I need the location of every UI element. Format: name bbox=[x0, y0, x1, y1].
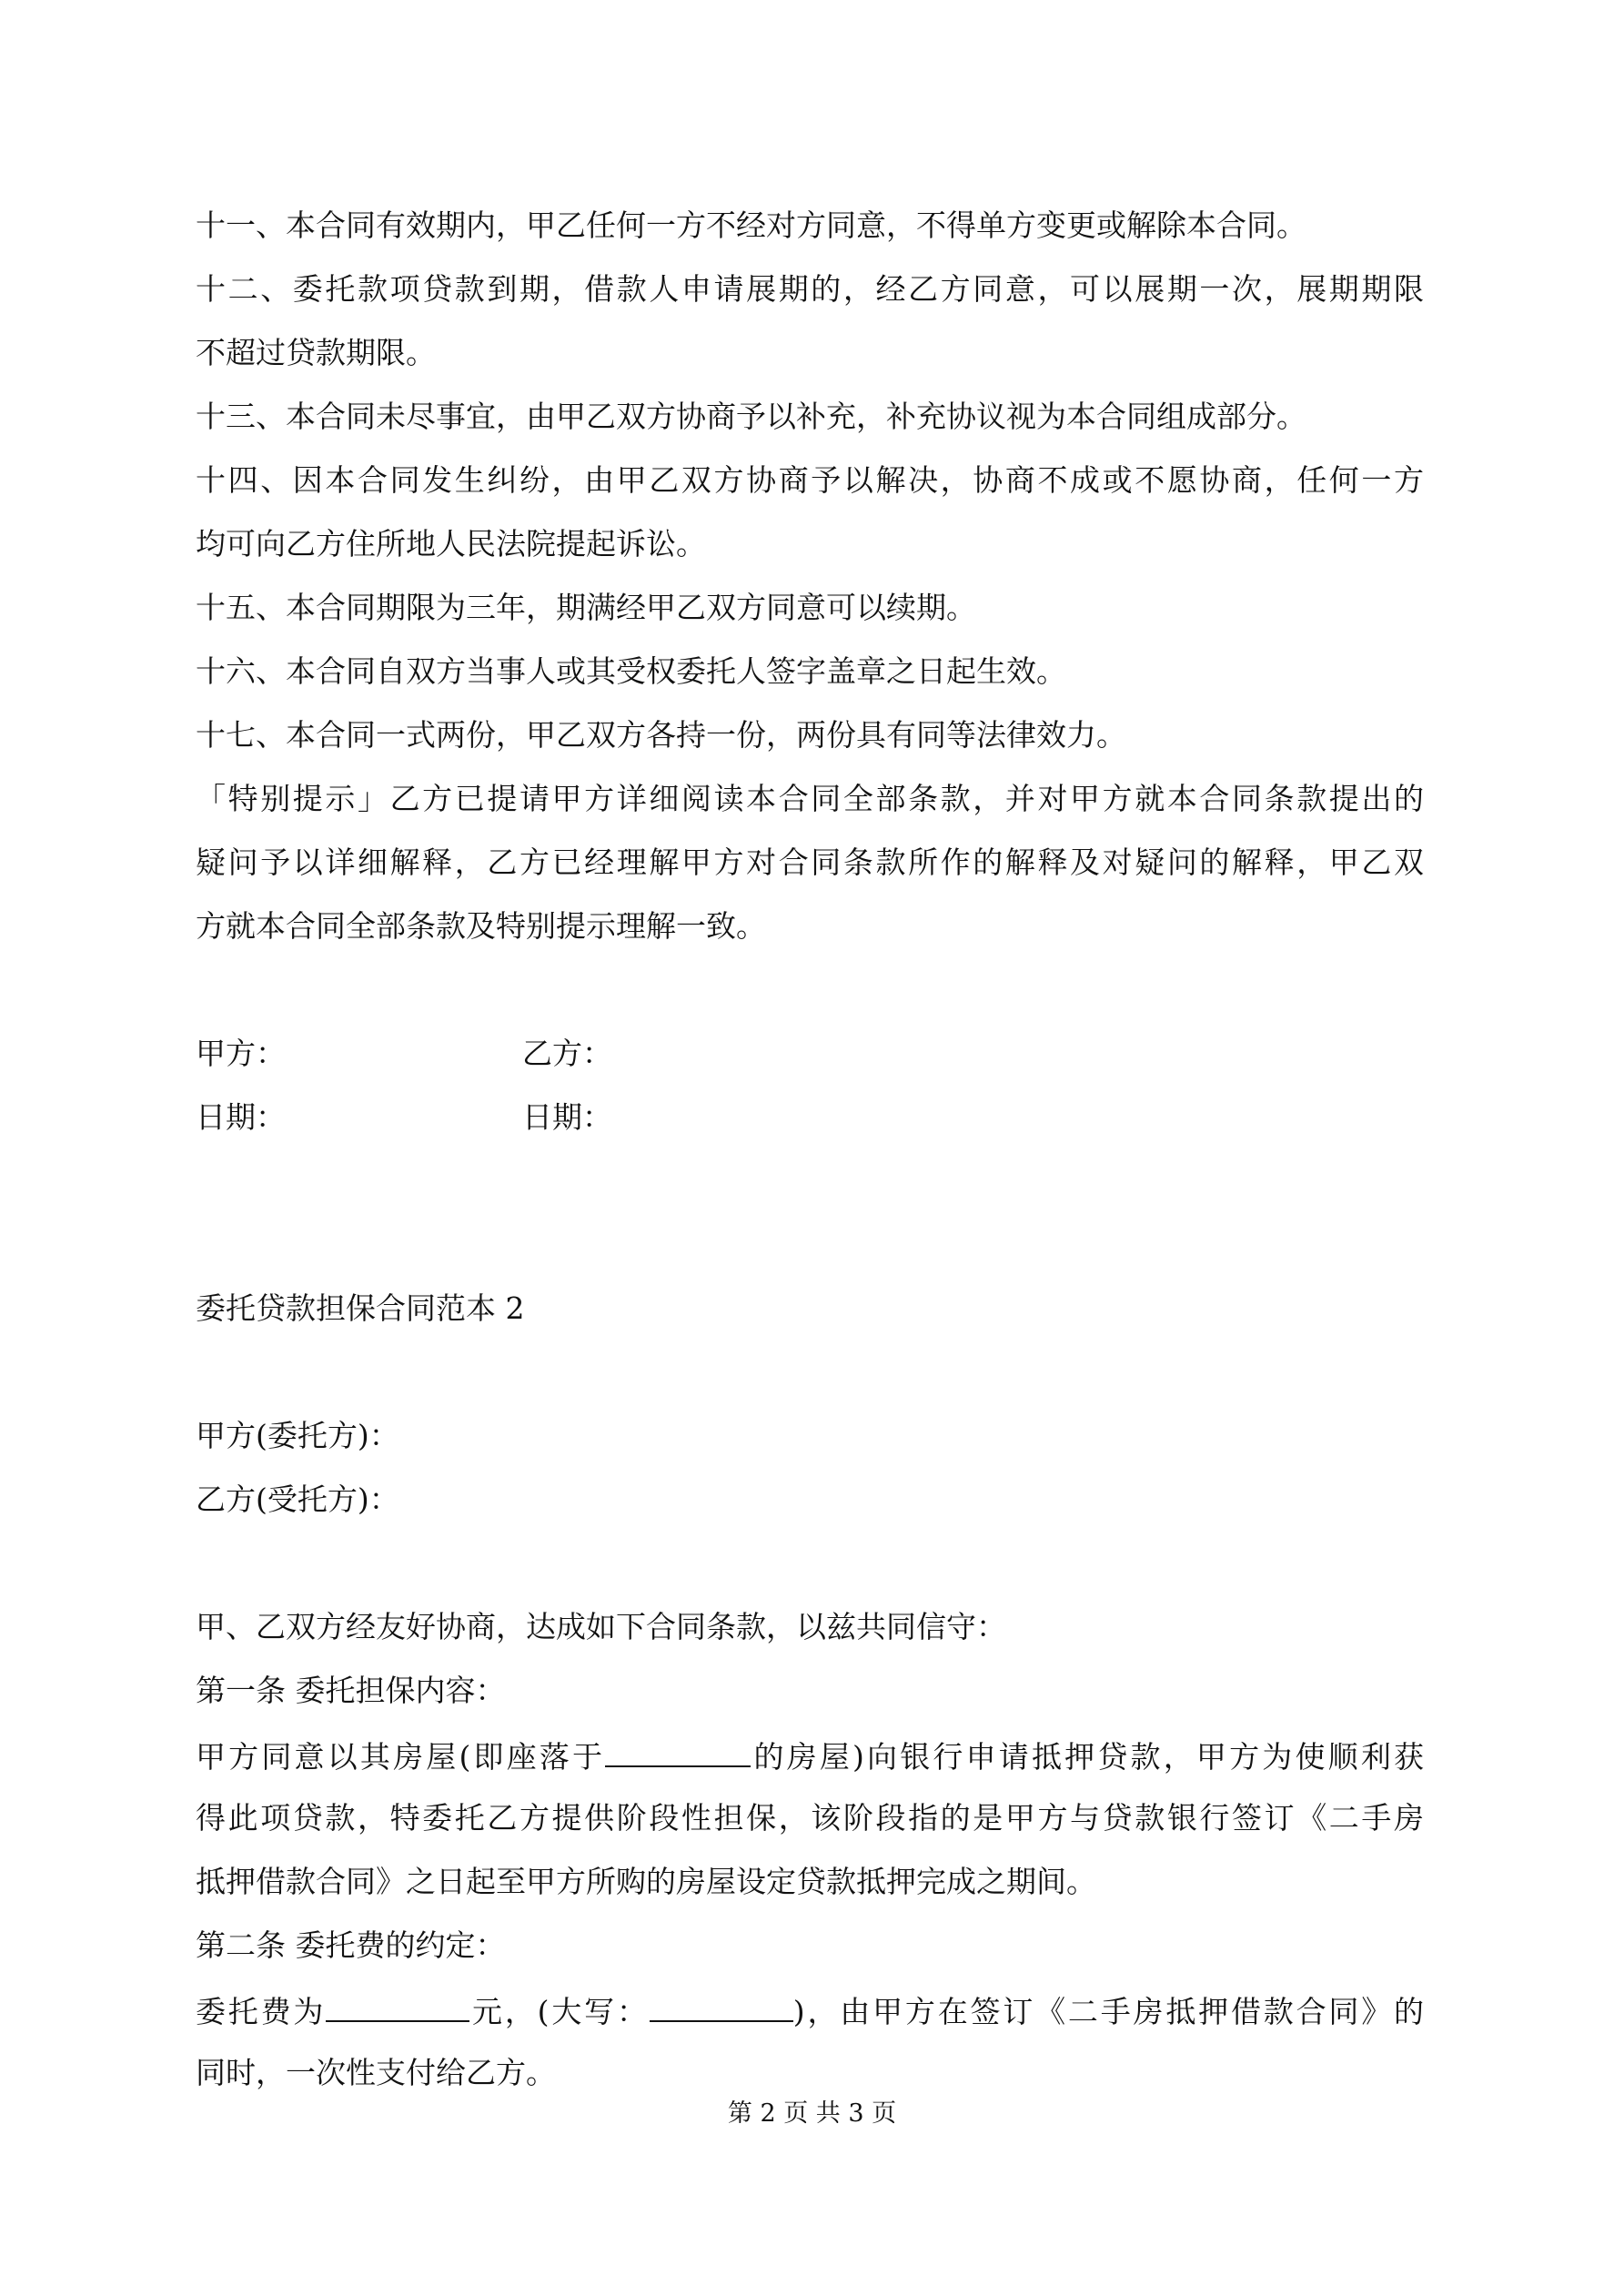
article-2-capital-label: 元，(大写： bbox=[469, 1994, 650, 2029]
article-1-line-1 bbox=[196, 1736, 1424, 1775]
article-2-line-2: 同时，一次性支付给乙方。 bbox=[196, 2055, 556, 2090]
clause-12-line-1: 十二、委托款项贷款到期，借款人申请展期的，经乙方同意，可以展期一次，展期期限 bbox=[196, 271, 1424, 307]
article-1-line-1-suffix: 的房屋)向银行申请抵押贷款，甲方为使顺利获 bbox=[751, 1739, 1425, 1775]
article-1-line-3: 抵押借款合同》之日起至甲方所购的房屋设定贷款抵押完成之期间。 bbox=[196, 1864, 1096, 1899]
clause-16: 十六、本合同自双方当事人或其受权委托人签字盖章之日起生效。 bbox=[196, 653, 1066, 689]
contract-2-party-b: 乙方(受托方)： bbox=[196, 1482, 399, 1517]
article-1-title: 第一条 委托担保内容： bbox=[196, 1673, 506, 1708]
clause-11: 十一、本合同有效期内，甲乙任何一方不经对方同意，不得单方变更或解除本合同。 bbox=[196, 207, 1306, 243]
special-notice-line-1: 「特别提示」乙方已提请甲方详细阅读本合同全部条款，并对甲方就本合同条款提出的 bbox=[196, 781, 1424, 816]
contract-2-party-a: 甲方(委托方)： bbox=[196, 1418, 399, 1453]
signature-party-a: 甲方： bbox=[196, 1036, 286, 1071]
clause-14-line-1: 十四、因本合同发生纠纷，由甲乙双方协商予以解决，协商不成或不愿协商，任何一方 bbox=[196, 462, 1424, 498]
signature-party-b: 乙方： bbox=[522, 1036, 612, 1071]
page-footer: 第 2 页 共 3 页 bbox=[727, 2099, 897, 2128]
clause-15: 十五、本合同期限为三年，期满经甲乙双方同意可以续期。 bbox=[196, 590, 976, 625]
signature-date-b: 日期： bbox=[522, 1099, 612, 1135]
article-2-line-1-suffix: )，由甲方在签订《二手房抵押借款合同》的 bbox=[792, 1994, 1425, 2029]
clause-12-line-2: 不超过贷款期限。 bbox=[196, 335, 436, 370]
fee-amount-blank bbox=[326, 1991, 469, 2022]
article-2-title: 第二条 委托费的约定： bbox=[196, 1927, 506, 1963]
article-1-line-2: 得此项贷款，特委托乙方提供阶段性担保，该阶段指的是甲方与贷款银行签订《二手房 bbox=[196, 1800, 1424, 1836]
article-2-line-1 bbox=[196, 1991, 1424, 2030]
clause-17: 十七、本合同一式两份，甲乙双方各持一份，两份具有同等法律效力。 bbox=[196, 717, 1126, 753]
special-notice-line-3: 方就本合同全部条款及特别提示理解一致。 bbox=[196, 908, 766, 944]
contract-2-title: 委托贷款担保合同范本 2 bbox=[196, 1290, 525, 1326]
address-blank bbox=[605, 1736, 751, 1767]
signature-date-a: 日期： bbox=[196, 1099, 286, 1135]
clause-14-line-2: 均可向乙方住所地人民法院提起诉讼。 bbox=[196, 526, 706, 561]
article-2-fee-label: 委托费为 bbox=[196, 1994, 327, 2029]
contract-2-intro: 甲、乙双方经友好协商，达成如下合同条款，以兹共同信守： bbox=[196, 1609, 1006, 1644]
special-notice-line-2: 疑问予以详细解释，乙方已经理解甲方对合同条款所作的解释及对疑问的解释，甲乙双 bbox=[196, 845, 1424, 880]
clause-13: 十三、本合同未尽事宜，由甲乙双方协商予以补充，补充协议视为本合同组成部分。 bbox=[196, 399, 1306, 434]
fee-capital-blank bbox=[650, 1991, 793, 2022]
article-1-line-1-prefix: 甲方同意以其房屋(即座落于 bbox=[196, 1739, 606, 1775]
